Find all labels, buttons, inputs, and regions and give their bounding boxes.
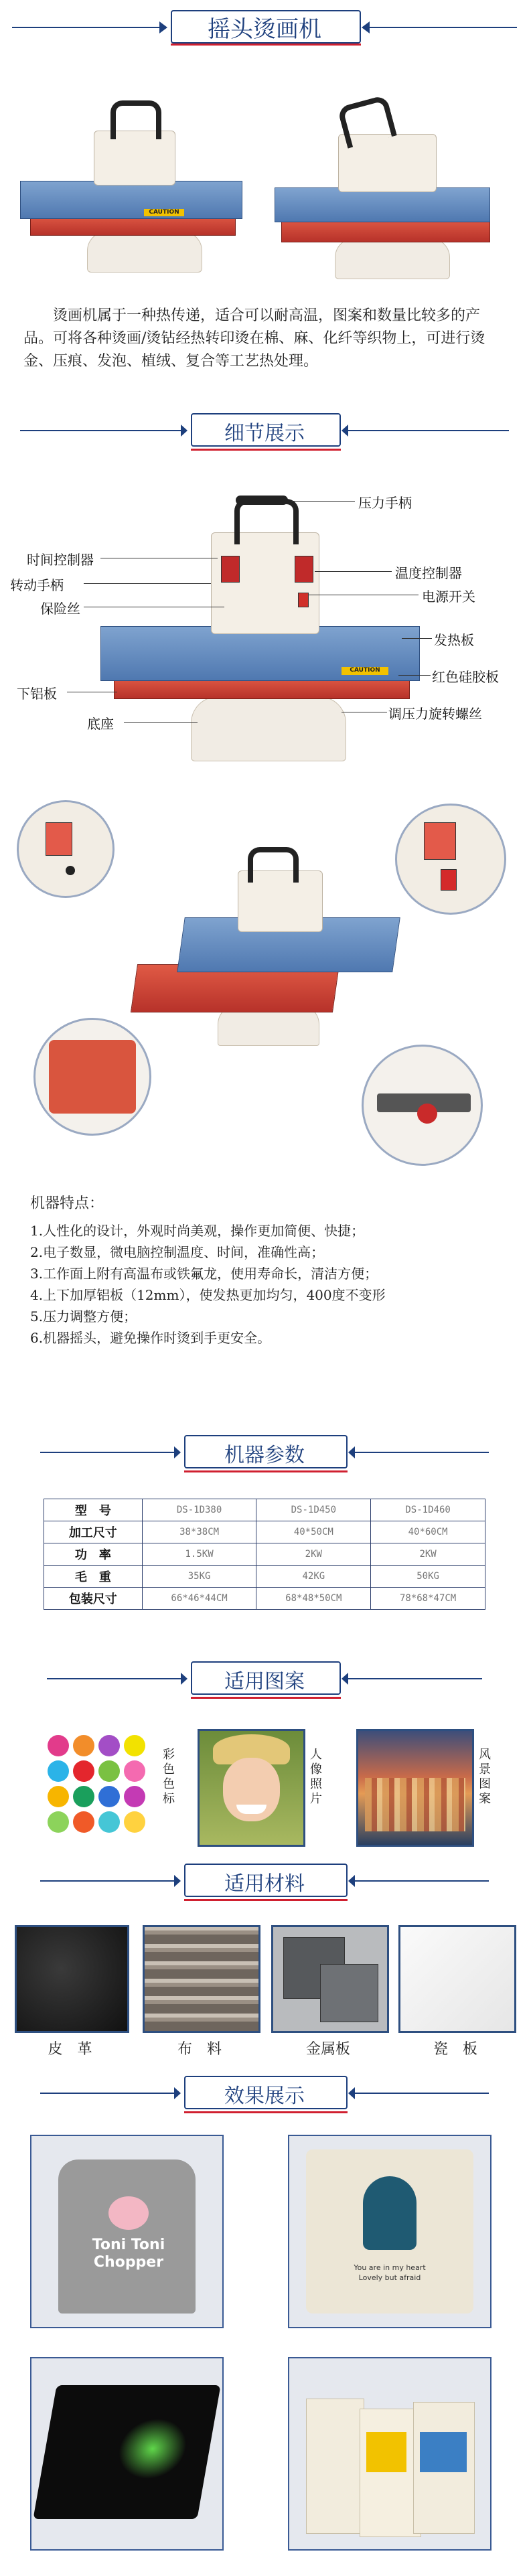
caution-label: CAUTION	[144, 209, 184, 216]
table-row: 型 号 DS-1D380 DS-1D450 DS-1D460	[44, 1499, 485, 1521]
table-row: 功 率 1.5KW 2KW 2KW	[44, 1543, 485, 1566]
label-fuse: 保险丝	[40, 601, 80, 617]
pattern-portrait-image	[198, 1729, 305, 1847]
section-title-effects: 效果展示	[224, 2085, 305, 2108]
section-banner-patterns	[0, 1658, 529, 1698]
material-ceramic-image	[398, 1925, 516, 2033]
feature-item: 6.机器摇头，避免操作时烫到手更安全。	[30, 1330, 271, 1346]
pillow-print-text: You are in my heart	[354, 2263, 426, 2272]
table-row: 毛 重 35KG 42KG 50KG	[44, 1566, 485, 1588]
title-banner	[0, 7, 529, 47]
pillow-print-subtext: Lovely but afraid	[358, 2273, 421, 2282]
material-label-leather: 皮 革	[48, 2041, 92, 2058]
pattern-landscape-image	[356, 1729, 474, 1847]
label-lower-plate: 下铝板	[17, 686, 57, 702]
pattern-label-portrait: 人像照片	[310, 1748, 322, 1806]
section-title-details: 细节展示	[224, 422, 305, 445]
section-title-materials: 适用材料	[224, 1872, 305, 1896]
features-list	[30, 1220, 526, 1349]
page-title: 摇头烫画机	[208, 16, 321, 43]
label-red-silicone: 红色硅胶板	[432, 669, 499, 685]
section-banner-materials	[0, 1860, 529, 1900]
material-metal-image	[271, 1925, 389, 2033]
effect-tote-bags-image	[288, 2357, 492, 2551]
label-temp-controller: 温度控制器	[395, 565, 462, 581]
tshirt-print-text: Toni Toni Chopper	[92, 2237, 165, 2271]
effect-tshirt-image	[30, 2135, 224, 2328]
effect-mousepad-image	[30, 2357, 224, 2551]
feature-item: 1.人性化的设计，外观时尚美观，操作更加简便、快捷；	[30, 1223, 365, 1239]
material-leather-image	[15, 1925, 129, 2033]
table-row: 加工尺寸 38*38CM 40*50CM 40*60CM	[44, 1521, 485, 1543]
label-pressure-screw: 调压力旋转螺丝	[388, 706, 482, 722]
pattern-color-chart-image	[42, 1729, 159, 1847]
material-label-ceramic: 瓷 板	[433, 2041, 477, 2058]
temp-controller-display	[295, 556, 313, 583]
pattern-label-color: 彩色色标	[163, 1748, 175, 1806]
features-heading: 机器特点：	[30, 1195, 104, 1212]
power-switch	[298, 593, 309, 607]
label-time-controller: 时间控制器	[27, 552, 94, 568]
label-base: 底座	[87, 716, 114, 732]
feature-item: 5.压力调整方便；	[30, 1308, 137, 1324]
intro-paragraph: 烫画机属于一种热传递，适合可以耐高温，图案和数量比较多的产品。可将各种烫画/烫钻经热转印烫在棉、麻、化纤等织物上，可进行烫金、压痕、发泡、植绒、复合等工艺热处理。	[23, 307, 485, 370]
section-title-patterns: 适用图案	[224, 1670, 305, 1693]
pattern-label-landscape: 风景图案	[479, 1748, 491, 1806]
material-label-metal: 金属板	[305, 2041, 350, 2058]
table-row: 包装尺寸 66*46*44CM 68*48*50CM 78*68*47CM	[44, 1588, 485, 1610]
section-banner-params	[0, 1432, 529, 1472]
feature-item: 2.电子数显，微电脑控制温度、时间，准确性高；	[30, 1244, 325, 1260]
section-title-params: 机器参数	[224, 1444, 305, 1467]
material-label-fabric: 布 料	[177, 2041, 222, 2058]
label-rotate-handle: 转动手柄	[10, 577, 64, 593]
label-pressure-handle: 压力手柄	[358, 495, 412, 511]
section-banner-effects	[0, 2072, 529, 2113]
params-table	[44, 1499, 485, 1610]
material-fabric-image	[143, 1925, 260, 2033]
feature-item: 3.工作面上附有高温布或铁氟龙，使用寿命长，清洁方便；	[30, 1266, 378, 1282]
time-controller-display	[221, 556, 240, 583]
label-power-switch: 电源开关	[422, 589, 475, 605]
effect-pillow-image	[288, 2135, 492, 2328]
feature-item: 4.上下加厚铝板（12mm），使发热更加均匀，400度不变形	[30, 1287, 386, 1303]
section-banner-details	[0, 410, 529, 450]
label-heating-plate: 发热板	[434, 632, 474, 648]
